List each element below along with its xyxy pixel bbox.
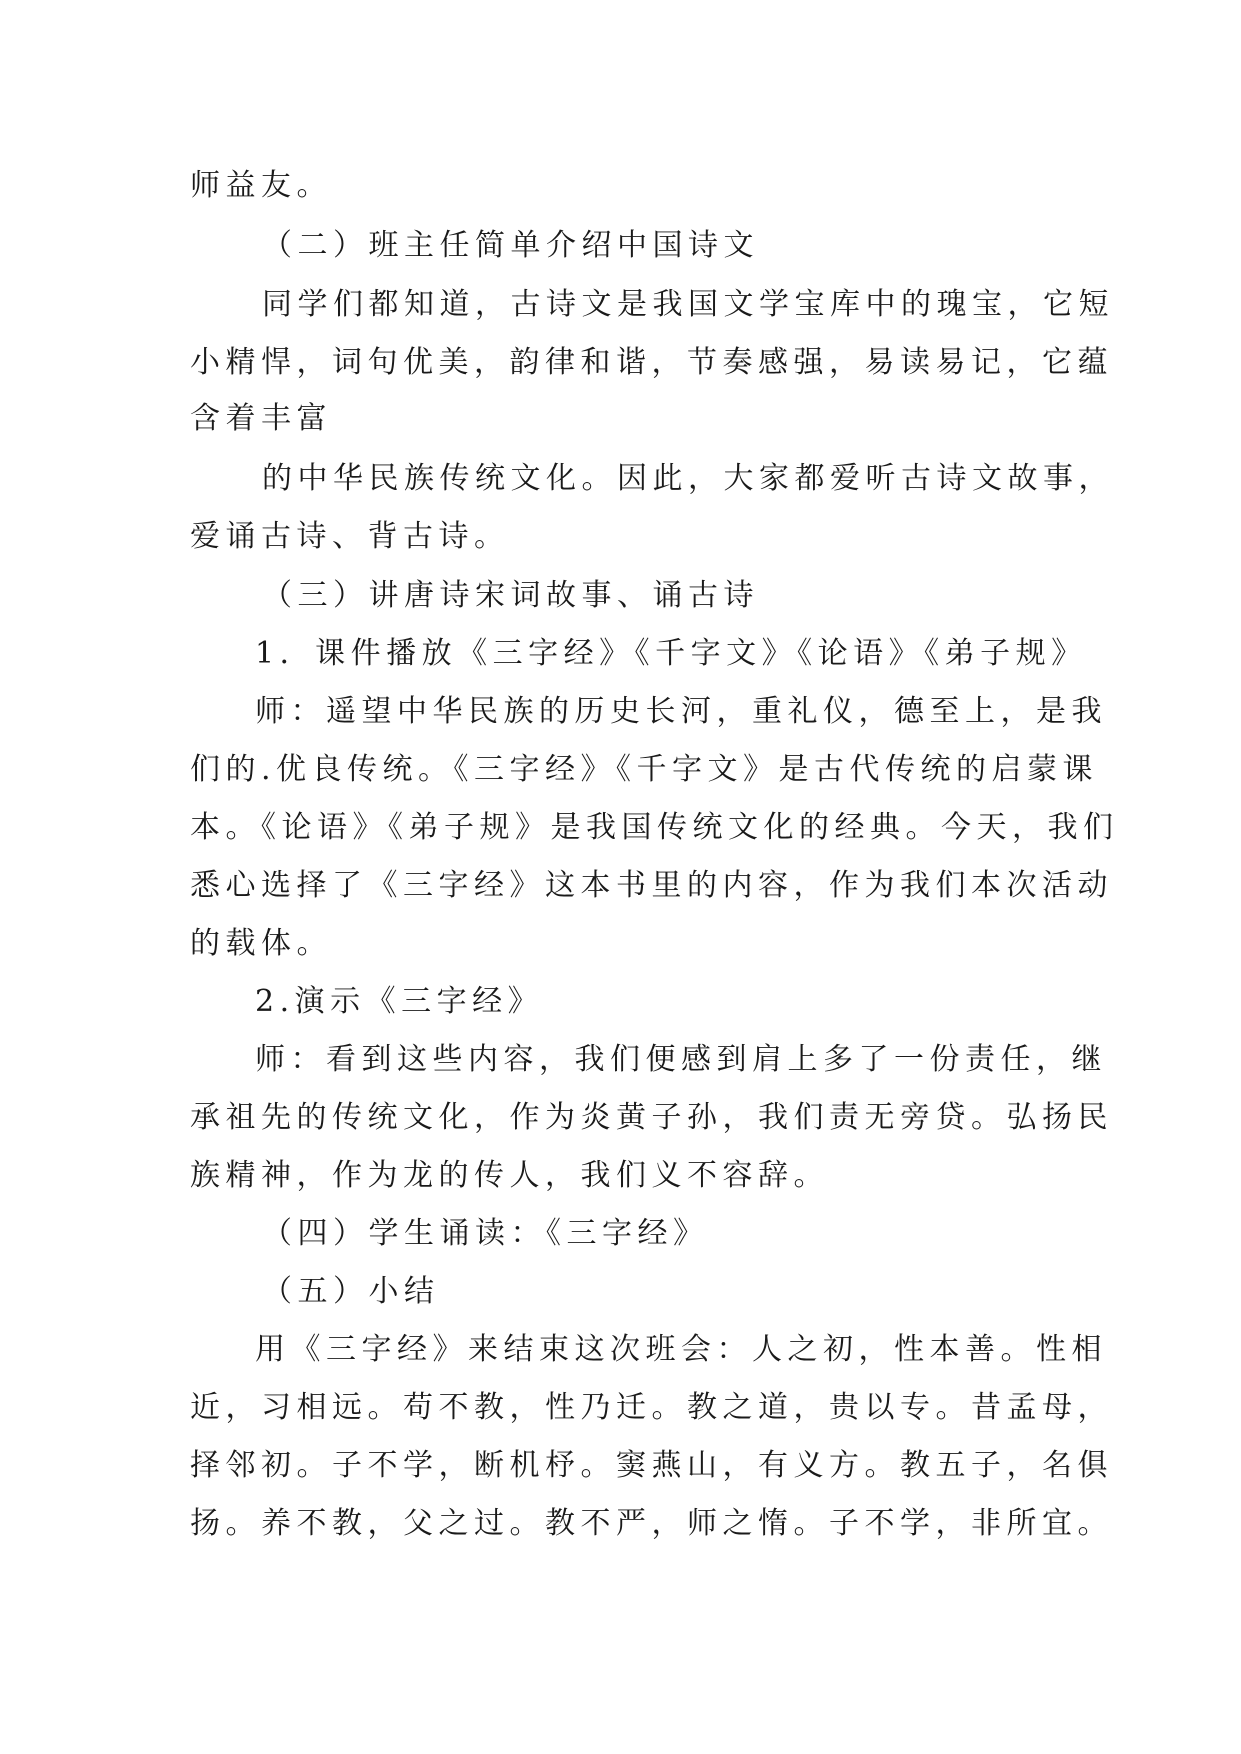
paragraph-line-3: 同学们都知道，古诗文是我国文学宝库中的瑰宝，它短 <box>262 287 1114 322</box>
paragraph-line-7: 爱诵古诗、背古诗。 <box>190 519 510 554</box>
paragraph-line-6: 的中华民族传统文化。因此，大家都爱听古诗文故事， <box>262 461 1114 496</box>
paragraph-line-9: 1．课件播放《三字经》《千字文》《论语》《弟子规》 <box>255 636 1087 671</box>
section-heading-5: （五）小结 <box>262 1274 440 1309</box>
paragraph-line-11: 们的.优良传统。《三字经》《千字文》是古代传统的启蒙课 <box>190 752 1099 787</box>
paragraph-line-15: 2.演示《三字经》 <box>255 984 544 1019</box>
paragraph-line-10: 师：遥望中华民族的历史长河，重礼仪，德至上，是我 <box>255 694 1107 729</box>
section-heading-3: （三）讲唐诗宋词故事、诵古诗 <box>262 578 759 613</box>
paragraph-line-12: 本。《论语》《弟子规》是我国传统文化的经典。今天，我们 <box>190 810 1119 845</box>
paragraph-line-21: 用《三字经》来结束这次班会：人之初，性本善。性相 <box>255 1332 1107 1367</box>
paragraph-line-16: 师：看到这些内容，我们便感到肩上多了一份责任，继 <box>255 1042 1107 1077</box>
paragraph-line-1: 师益友。 <box>190 168 332 203</box>
section-heading-2: （二）班主任简单介绍中国诗文 <box>262 228 759 263</box>
paragraph-line-17: 承祖先的传统文化，作为炎黄子孙，我们责无旁贷。弘扬民 <box>190 1100 1113 1135</box>
paragraph-line-4: 小精悍，词句优美，韵律和谐，节奏感强，易读易记，它蕴 <box>190 345 1113 380</box>
paragraph-line-24: 扬。养不教，父之过。教不严，师之惰。子不学，非所宜。 <box>190 1506 1113 1541</box>
paragraph-line-13: 悉心选择了《三字经》这本书里的内容，作为我们本次活动 <box>190 868 1113 903</box>
paragraph-line-23: 择邻初。子不学，断机杼。窦燕山，有义方。教五子，名俱 <box>190 1448 1113 1483</box>
paragraph-line-5: 含着丰富 <box>190 401 332 436</box>
paragraph-line-18: 族精神，作为龙的传人，我们义不容辞。 <box>190 1158 829 1193</box>
paragraph-line-22: 近，习相远。苟不教，性乃迁。教之道，贵以专。昔孟母， <box>190 1390 1113 1425</box>
section-heading-4: （四）学生诵读：《三字经》 <box>262 1216 709 1251</box>
paragraph-line-14: 的载体。 <box>190 926 332 961</box>
